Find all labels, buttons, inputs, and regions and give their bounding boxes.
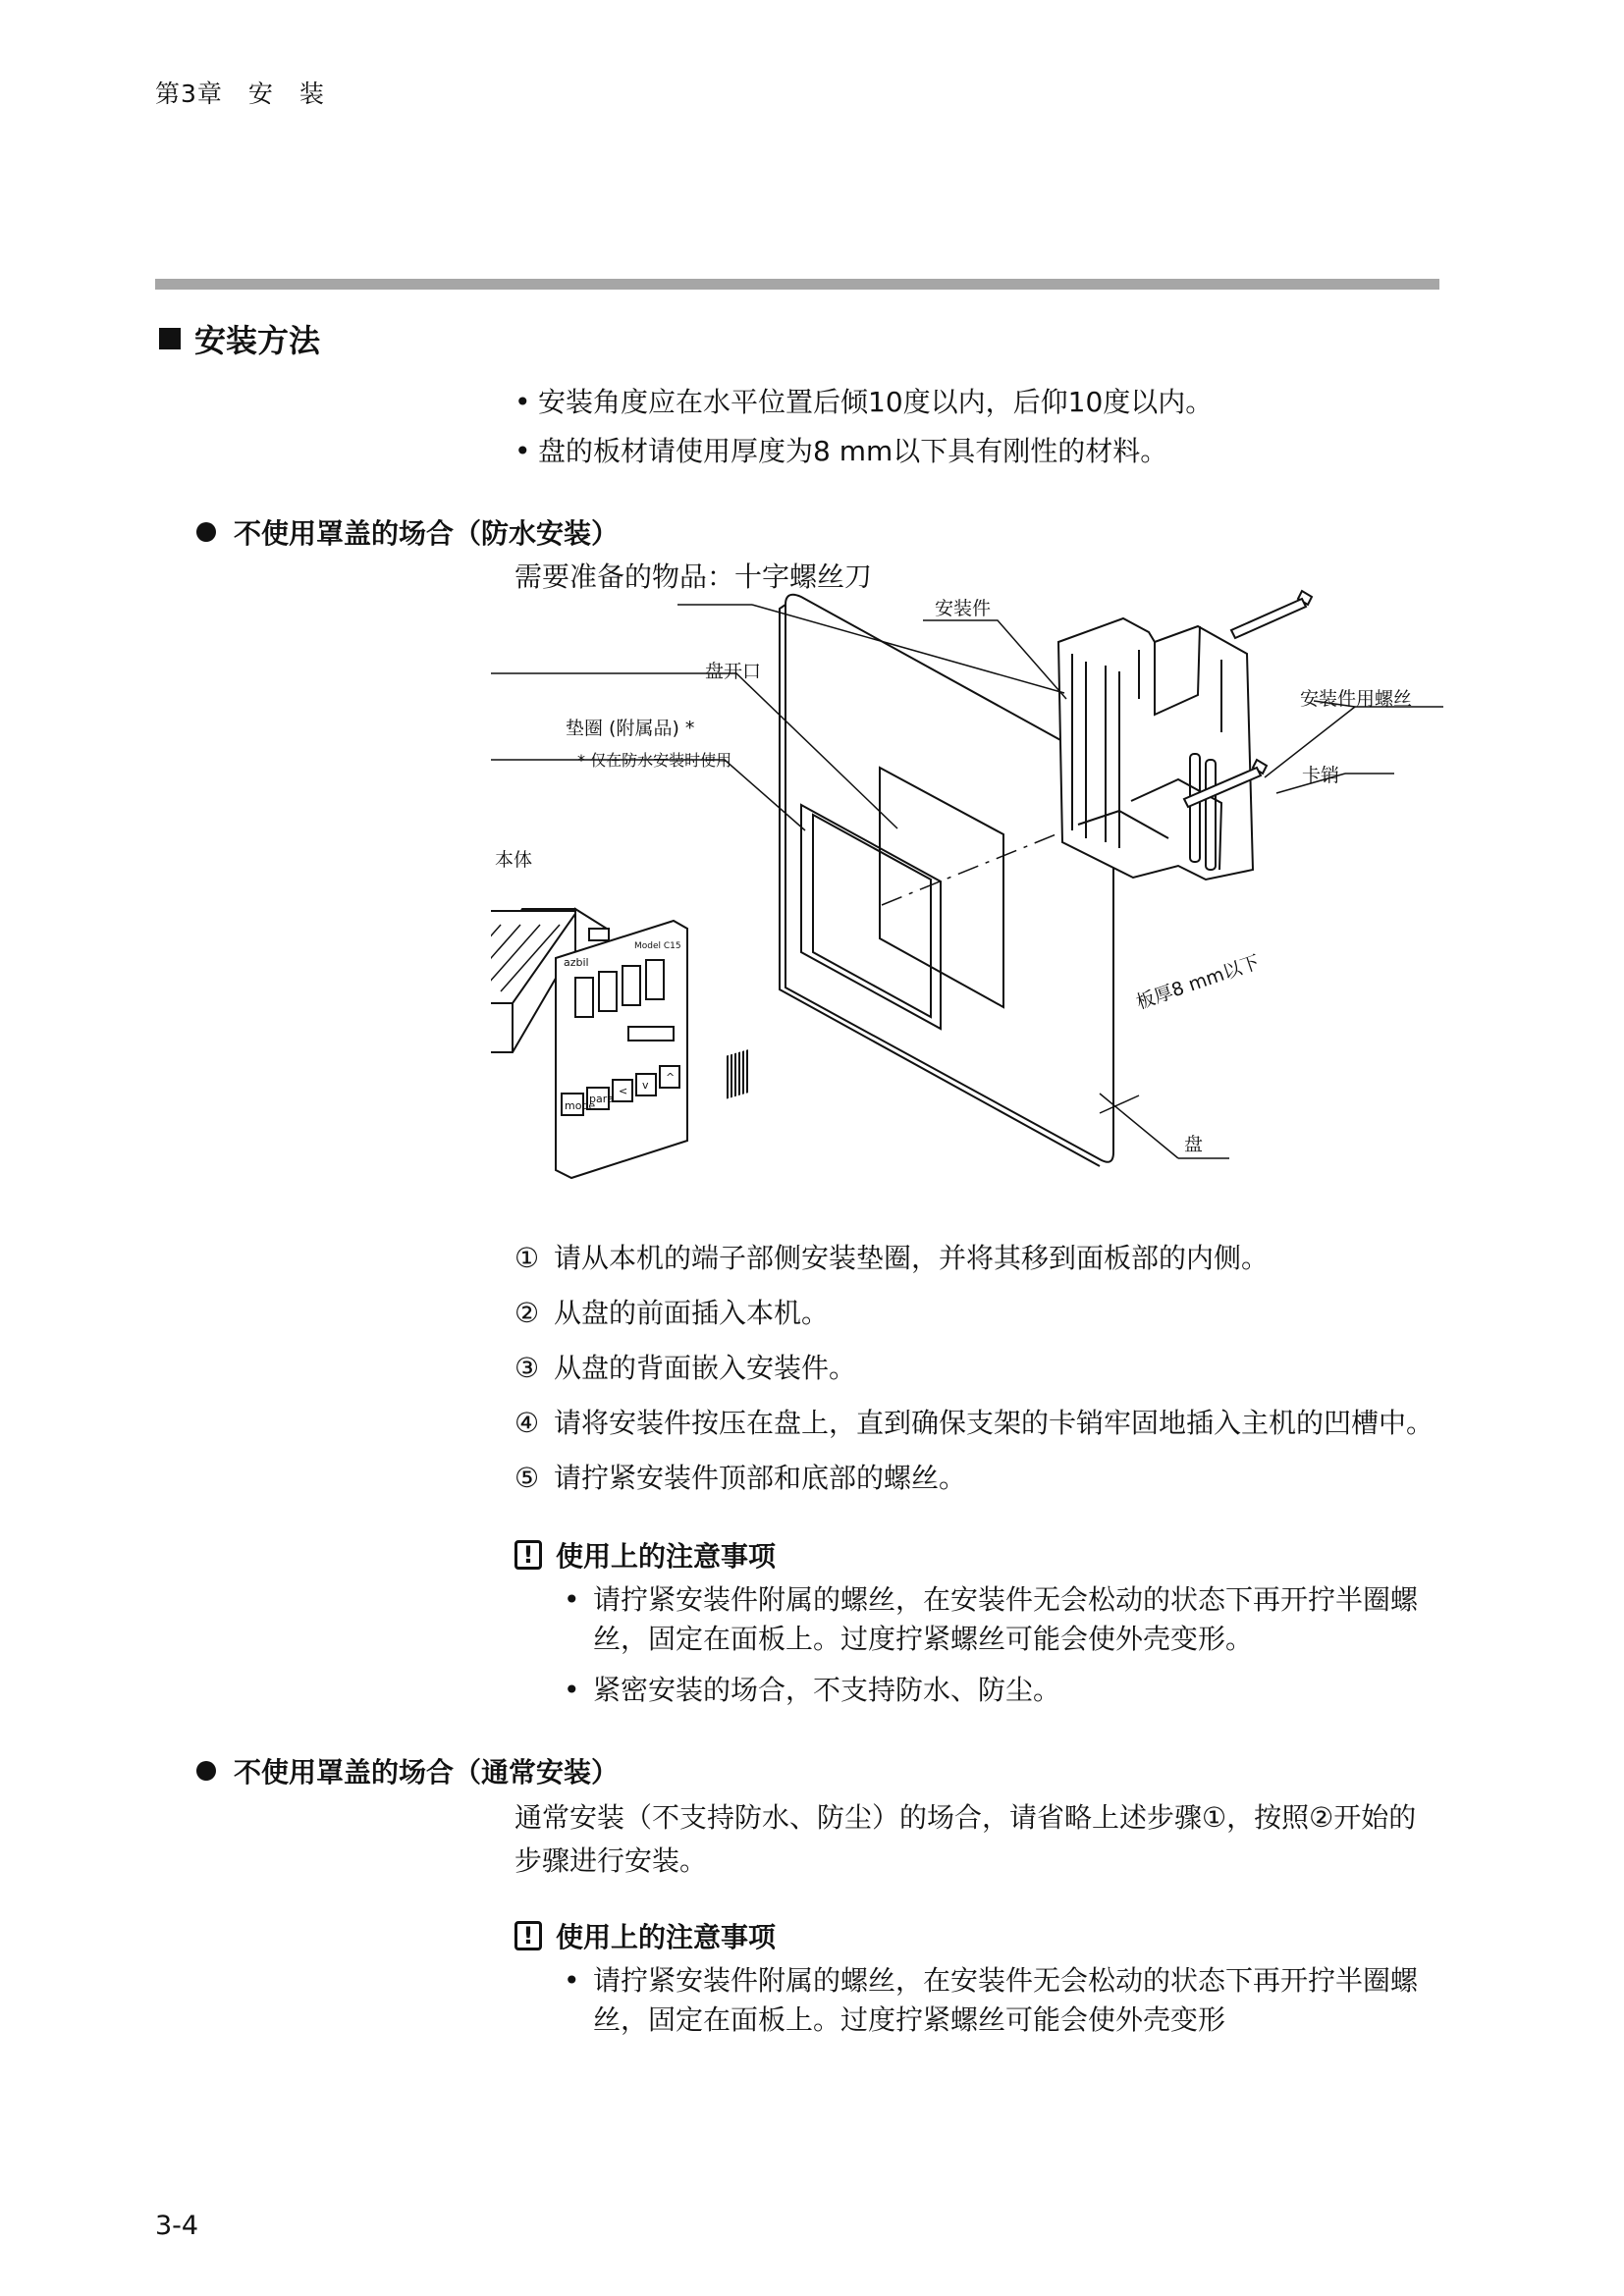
- exclamation-icon: !: [514, 1540, 542, 1570]
- circle-bullet-icon: [196, 522, 216, 542]
- key-left: <: [619, 1085, 628, 1097]
- step-number: ③: [514, 1352, 540, 1384]
- intro-bullet: [514, 383, 1213, 422]
- step-item: [514, 1404, 1434, 1443]
- caution-item: [564, 1961, 1428, 2040]
- label-thickness: 板厚8 mm以下: [1133, 951, 1263, 1014]
- label-bracket-screw: 安装件用螺丝: [1300, 688, 1413, 710]
- intro-bullet-text: 盘的板材请使用厚度为8 mm以下具有刚性的材料。: [538, 435, 1168, 467]
- square-bullet-icon: [159, 328, 181, 349]
- step-text: 请将安装件按压在盘上，直到确保支架的卡销牢固地插入主机的凹槽中。: [554, 1407, 1435, 1439]
- tools-needed: 需要准备的物品：十字螺丝刀: [514, 561, 873, 593]
- circle-bullet-icon: [196, 1761, 216, 1781]
- subsection-title: 不使用罩盖的场合（通常安装）: [234, 1756, 620, 1789]
- install-steps: [514, 1239, 1434, 1514]
- key-mode: mode: [565, 1099, 596, 1112]
- intro-bullet-text: 安装角度应在水平位置后倾10度以内，后仰10度以内。: [538, 386, 1214, 418]
- step-item: [514, 1349, 1434, 1388]
- step-number: ⑤: [514, 1462, 540, 1494]
- step-number: ④: [514, 1407, 540, 1439]
- bullet-dot: •: [564, 1674, 580, 1706]
- caution-heading: [514, 1535, 776, 1575]
- caution-title: 使用上的注意事项: [556, 1540, 777, 1573]
- page-number: 3-4: [155, 2211, 199, 2241]
- bullet-dot: •: [564, 1583, 580, 1616]
- caution-text: 紧密安装的场合，不支持防水、防尘。: [593, 1674, 1061, 1706]
- label-panel-cutout: 盘开口: [705, 661, 762, 682]
- key-up: ^: [666, 1071, 676, 1084]
- step-number: ②: [514, 1297, 540, 1329]
- bullet-dot: •: [514, 386, 531, 418]
- label-latch: 卡销: [1302, 765, 1340, 786]
- step-item: [514, 1459, 1434, 1498]
- caution-heading: [514, 1916, 776, 1955]
- mounting-bracket: [1058, 618, 1253, 880]
- label-bracket: 安装件: [935, 598, 992, 619]
- subsection-heading-waterproof: [196, 512, 619, 552]
- step-text: 请拧紧安装件顶部和底部的螺丝。: [554, 1462, 967, 1494]
- subsection-title: 不使用罩盖的场合（防水安装）: [234, 517, 620, 550]
- caution-item: [564, 1580, 1428, 1659]
- device-side-label: [727, 1049, 750, 1099]
- caution-text: 请拧紧安装件附属的螺丝，在安装件无会松动的状态下再开拧半圈螺丝，固定在面板上。过度拧紧螺丝可能会使外壳变形。: [593, 1583, 1419, 1655]
- step-text: 请从本机的端子部侧安装垫圈，并将其移到面板部的内侧。: [554, 1242, 1270, 1274]
- section-divider: [155, 279, 1439, 290]
- intro-bullet: [514, 432, 1167, 471]
- exclamation-icon: !: [514, 1921, 542, 1950]
- key-para: para: [589, 1093, 614, 1105]
- device-brand: azbil: [564, 956, 589, 969]
- bullet-dot: •: [514, 435, 531, 467]
- bullet-dot: •: [564, 1964, 580, 1997]
- key-down: v: [642, 1079, 649, 1092]
- device-model: Model C15: [634, 941, 681, 951]
- step-text: 从盘的背面嵌入安装件。: [554, 1352, 857, 1384]
- section-title: 安装方法: [194, 322, 321, 359]
- chapter-header: 第3章 安 装: [155, 80, 325, 108]
- normal-install-text: 通常安装（不支持防水、防尘）的场合，请省略上述步骤①，按照②开始的步骤进行安装。: [514, 1801, 1417, 1877]
- label-gasket-note: * 仅在防水安装时使用: [577, 751, 732, 770]
- label-panel: 盘: [1184, 1134, 1204, 1155]
- caution-title: 使用上的注意事项: [556, 1921, 777, 1953]
- label-body: 本体: [495, 849, 533, 871]
- label-gasket: 垫圈 (附属品) *: [566, 718, 695, 739]
- caution-item: [564, 1671, 1428, 1710]
- step-item: [514, 1294, 1434, 1333]
- caution-text: 请拧紧安装件附属的螺丝，在安装件无会松动的状态下再开拧半圈螺丝，固定在面板上。过度拧紧螺丝可能会使外壳变形: [593, 1964, 1419, 2036]
- step-item: [514, 1239, 1434, 1278]
- device-front-face: [550, 919, 707, 1194]
- section-heading: [159, 316, 320, 361]
- step-number: ①: [514, 1242, 540, 1274]
- step-text: 从盘的前面插入本机。: [554, 1297, 830, 1329]
- subsection-heading-normal: [196, 1751, 619, 1790]
